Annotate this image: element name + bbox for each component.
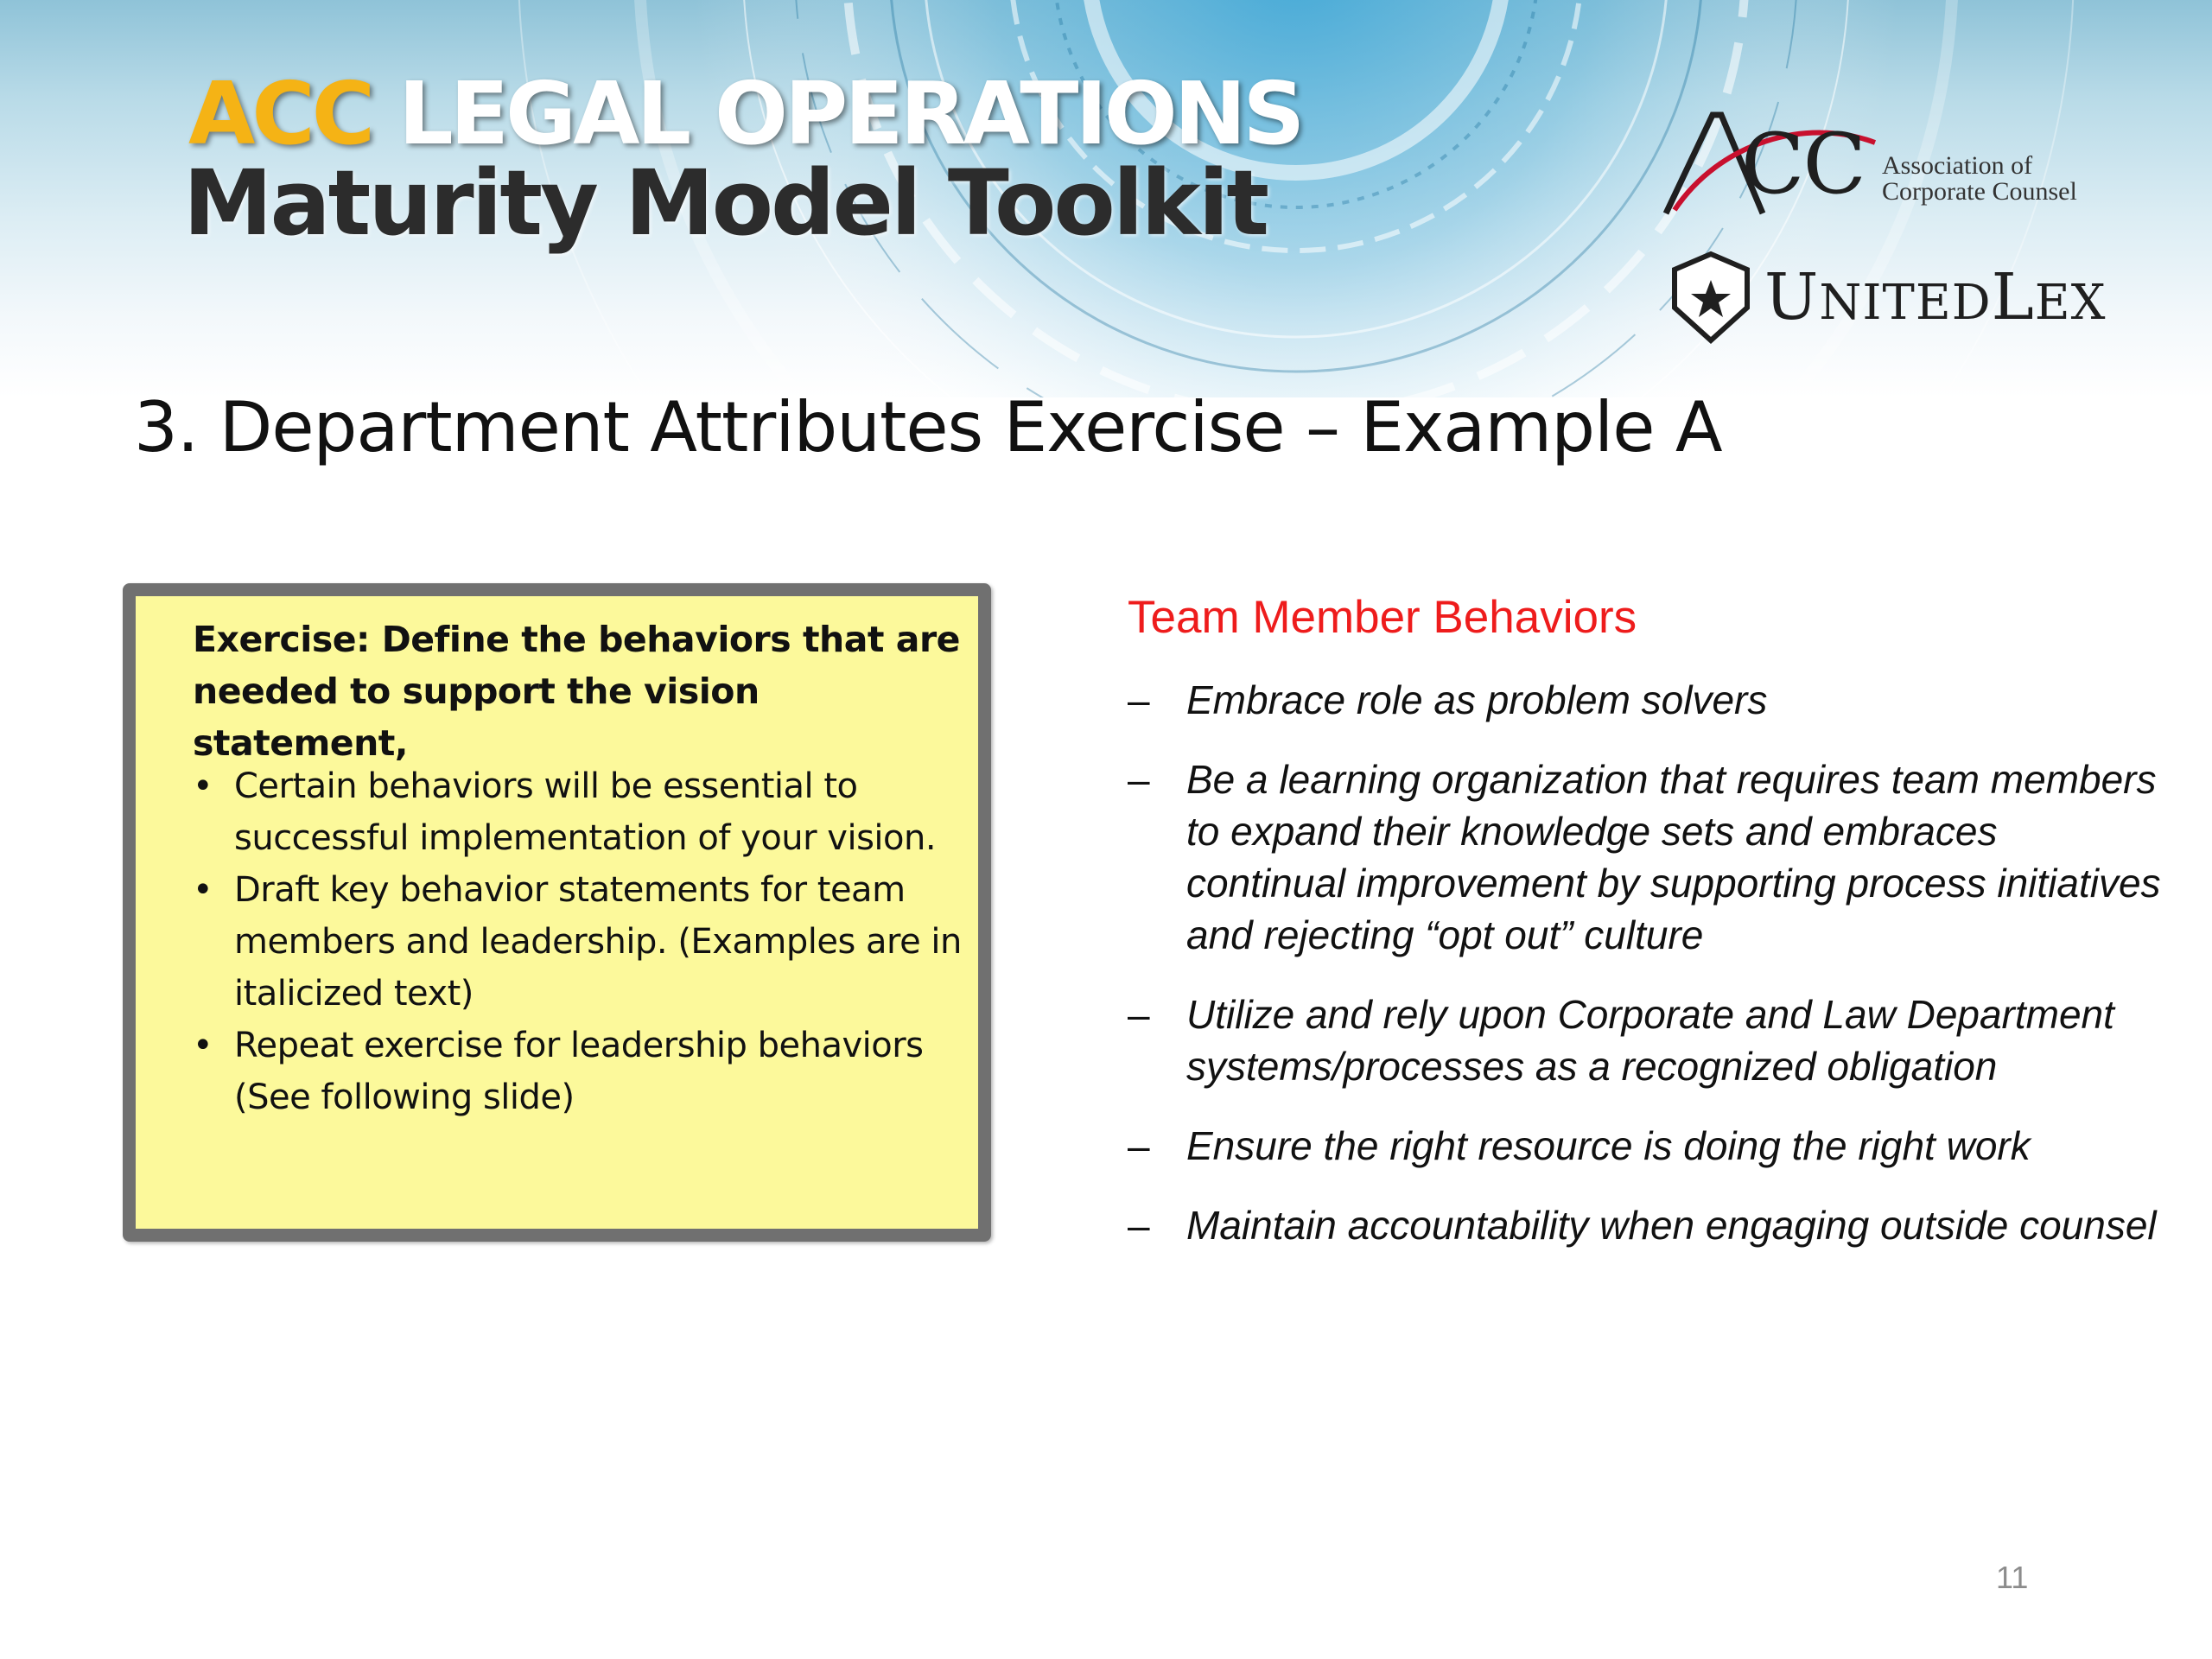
team-behaviors-list [1128, 674, 2164, 1279]
behavior-item [1128, 1199, 2164, 1251]
title-acc-word: ACC [188, 63, 372, 164]
exercise-bullet-text: Certain behaviors will be essential to successful implementation of your vision. [234, 766, 937, 858]
star-shield-icon [1668, 251, 1754, 346]
behavior-text: Utilize and rely upon Corporate and Law Department systems/processes as a recognized obligation [1186, 992, 2114, 1089]
team-behaviors-heading: Team Member Behaviors [1128, 592, 1637, 643]
dash-glyph: – [1128, 677, 1150, 722]
exercise-bullet-text: Repeat exercise for leadership behaviors (See following slide) [234, 1026, 924, 1117]
acc-logo-subtitle: Association of Corporate Counsel [1882, 151, 2077, 206]
exercise-box [123, 583, 991, 1242]
exercise-heading: Exercise: Define the behaviors that are needed to support the vision statement, [193, 619, 960, 764]
behavior-text: Be a learning organization that requires team members to expand their knowledge sets and embraces continual improvement by supporting process initiatives and rejecting “opt out” culture [1186, 757, 2161, 957]
exercise-bullet-item [193, 1020, 970, 1123]
behavior-text: Ensure the right resource is doing the right work [1186, 1123, 2031, 1168]
dash-glyph: – [1128, 1123, 1150, 1168]
title-legal-operations: LEGAL OPERATIONS [398, 63, 1302, 164]
acc-logo [1659, 108, 2126, 220]
behavior-item [1128, 753, 2164, 961]
behavior-text: Maintain accountability when engaging outside counsel [1186, 1203, 2157, 1248]
bullet-glyph: • [193, 766, 213, 806]
exercise-bullet-item [193, 760, 970, 864]
toolkit-title-line2: Maturity Model Toolkit [183, 150, 1268, 256]
slide-title: 3. Department Attributes Exercise – Example A [134, 387, 1722, 467]
page-number: 11 [1996, 1560, 2029, 1595]
dash-glyph: – [1128, 992, 1150, 1037]
behavior-item [1128, 988, 2164, 1092]
unitedlex-logo [1668, 251, 2134, 346]
acc-logo-cc: CC [1741, 116, 1865, 213]
exercise-bullet-text: Draft key behavior statements for team members and leadership. (Examples are in italicized text) [234, 870, 962, 1014]
bullet-glyph: • [193, 870, 213, 910]
bullet-glyph: • [193, 1026, 213, 1065]
exercise-bullet-list [193, 760, 970, 1123]
header-banner [0, 0, 2212, 397]
behavior-item [1128, 1120, 2164, 1172]
dash-glyph: – [1128, 757, 1150, 802]
unitedlex-wordmark: UNITEDLEX [1764, 260, 2107, 334]
behavior-text: Embrace role as problem solvers [1186, 677, 1768, 722]
behavior-item [1128, 674, 2164, 726]
dash-glyph: – [1128, 1203, 1150, 1248]
exercise-bullet-item [193, 864, 970, 1020]
